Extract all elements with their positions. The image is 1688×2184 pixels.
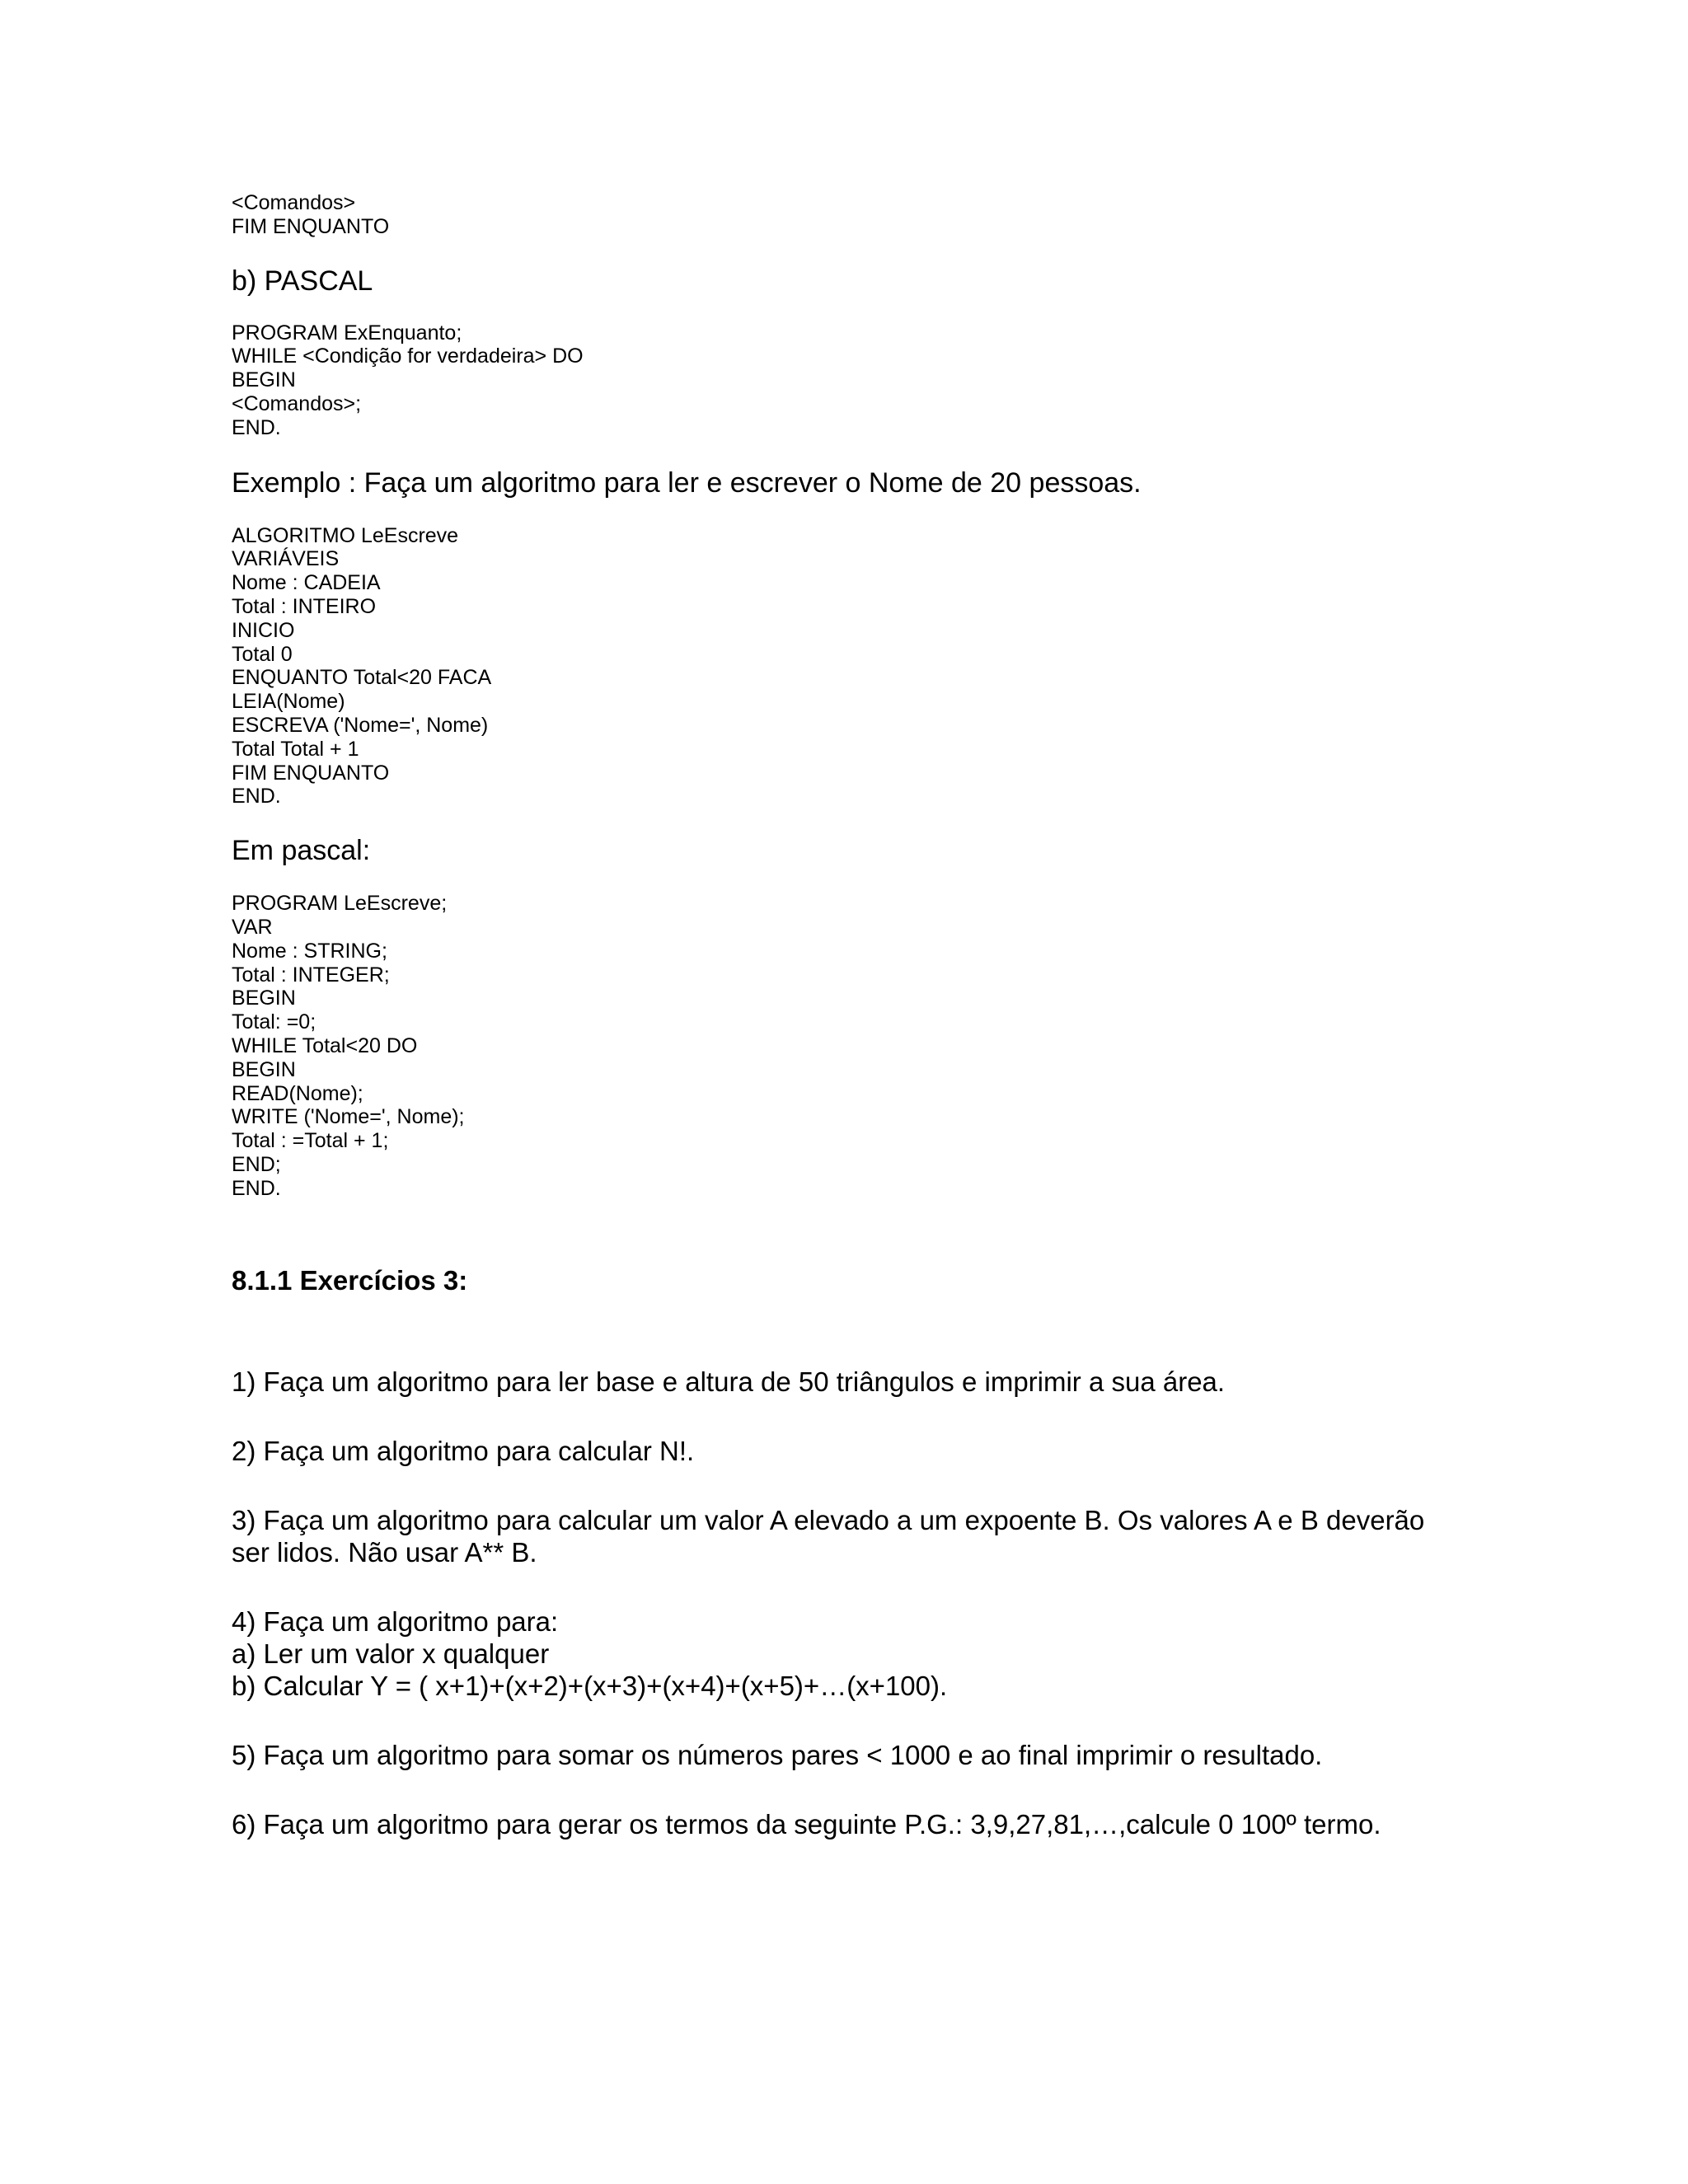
code-line: ALGORITMO LeEscreve [232, 523, 459, 547]
exercise-1 [232, 1366, 1517, 1398]
exercise-2 [232, 1435, 1517, 1467]
exercise-line: 3) Faça um algoritmo para calcular um valor A elevado a um expoente B. Os valores A e B deverão [232, 1504, 1425, 1535]
code-block-enquanto-end [232, 191, 1517, 239]
code-line: Total: =0; [232, 1010, 316, 1034]
exercise-line: 6) Faça um algoritmo para gerar os termos da seguinte P.G.: 3,9,27,81,…,calcule 0 100º termo. [232, 1808, 1381, 1840]
exercise-line: 4) Faça um algoritmo para: [232, 1605, 559, 1637]
exercise-line: b) Calcular Y = ( x+1)+(x+2)+(x+3)+(x+4)+(x+5)+…(x+100). [232, 1670, 948, 1701]
code-line: WHILE Total<20 DO [232, 1033, 418, 1057]
code-line: <Comandos> [232, 191, 356, 214]
exercise-line: ser lidos. Não usar A** B. [232, 1536, 537, 1568]
code-line: Total : INTEGER; [232, 963, 390, 987]
exercise-4 [232, 1605, 1517, 1702]
code-block-algoritmo [232, 524, 1517, 809]
code-line: INICIO [232, 618, 295, 642]
code-line: BEGIN [232, 368, 296, 392]
code-line: BEGIN [232, 1057, 296, 1081]
code-line: Total : INTEIRO [232, 594, 377, 618]
code-line: READ(Nome); [232, 1081, 363, 1105]
code-line: ESCREVA ('Nome=', Nome) [232, 713, 489, 737]
code-line: <Comandos>; [232, 391, 362, 415]
code-line: WRITE ('Nome=', Nome); [232, 1105, 465, 1129]
document-page [232, 191, 1517, 1840]
code-line: PROGRAM LeEscreve; [232, 892, 448, 916]
code-line: VARIÁVEIS [232, 547, 340, 571]
code-line: FIM ENQUANTO [232, 214, 390, 238]
code-line: END; [232, 1152, 281, 1176]
code-block-pascal-program [232, 892, 1517, 1200]
heading-em-pascal: Em pascal: [232, 835, 371, 867]
code-line: LEIA(Nome) [232, 690, 345, 714]
exercise-3 [232, 1504, 1517, 1568]
code-line: VAR [232, 915, 273, 939]
code-line: BEGIN [232, 987, 296, 1010]
exercise-6 [232, 1808, 1517, 1840]
code-line: Total : =Total + 1; [232, 1129, 389, 1153]
code-line: Nome : STRING; [232, 939, 387, 963]
code-line: Total 0 [232, 642, 293, 666]
code-line: ENQUANTO Total<20 FACA [232, 666, 492, 690]
heading-pascal: b) PASCAL [232, 265, 373, 297]
code-line: END. [232, 785, 281, 808]
code-line: END. [232, 1176, 281, 1200]
code-line: Nome : CADEIA [232, 571, 381, 595]
code-line: END. [232, 415, 281, 439]
code-line: PROGRAM ExEnquanto; [232, 321, 462, 344]
code-line: FIM ENQUANTO [232, 761, 390, 785]
exercise-5 [232, 1739, 1517, 1771]
code-line: WHILE <Condição for verdadeira> DO [232, 344, 584, 368]
exercise-line: a) Ler um valor x qualquer [232, 1638, 550, 1669]
section-title-exercicios: 8.1.1 Exercícios 3: [232, 1264, 468, 1296]
exercise-line: 1) Faça um algoritmo para ler base e altura de 50 triângulos e imprimir a sua área. [232, 1366, 1226, 1397]
exercise-line: 2) Faça um algoritmo para calcular N!. [232, 1435, 695, 1466]
exercise-line: 5) Faça um algoritmo para somar os números pares < 1000 e ao final imprimir o resultado. [232, 1739, 1323, 1770]
code-block-pascal-while [232, 321, 1517, 440]
heading-exemplo: Exemplo : Faça um algoritmo para ler e escrever o Nome de 20 pessoas. [232, 466, 1142, 499]
code-line: Total Total + 1 [232, 737, 359, 761]
